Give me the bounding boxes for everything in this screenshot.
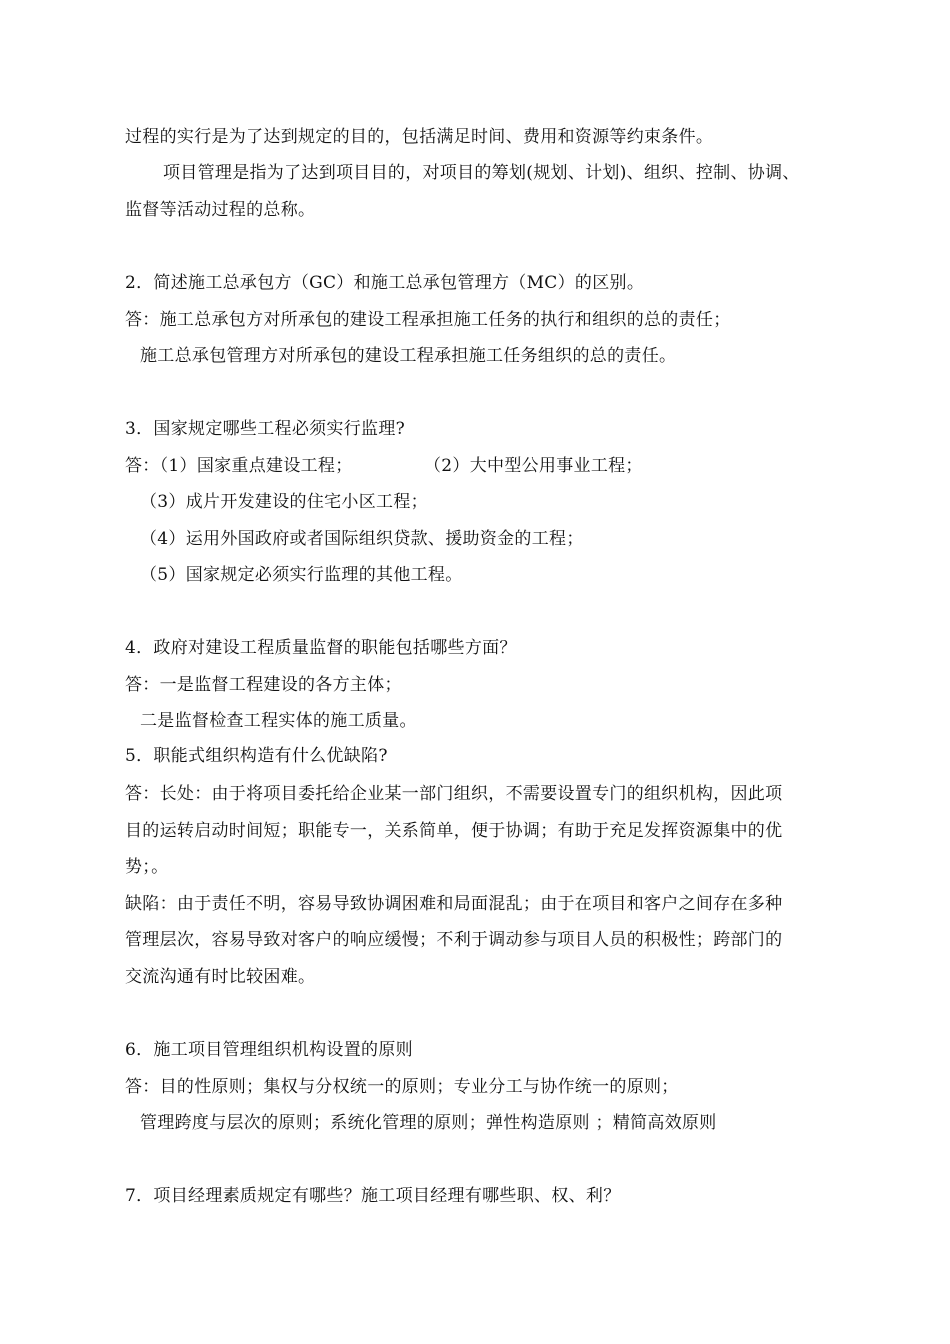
answer-line: 交流沟通有时比较困难。: [125, 967, 316, 987]
answer-line: 答：（1）国家重点建设工程；: [125, 456, 353, 476]
answer-line: 管理跨度与层次的原则；系统化管理的原则；弹性构造原则 ；精简高效原则: [140, 1113, 717, 1133]
answer-line: 二是监督检查工程实体的施工质量。: [140, 711, 417, 731]
answer-line: （2）大中型公用事业工程；: [424, 456, 643, 476]
paragraph-line: 项目管理是指为了达到项目目的，对项目的筹划(规划、计划)、组织、控制、协调、: [163, 163, 800, 183]
answer-line: 目的运转启动时间短；职能专一，关系简单，便于协调；有助于充足发挥资源集中的优: [125, 821, 783, 841]
question-2: 2．简述施工总承包方（GC）和施工总承包管理方（MC）的区别。: [125, 273, 645, 293]
question-7: 7．项目经理素质规定有哪些？施工项目经理有哪些职、权、利？: [125, 1186, 621, 1206]
question-3: 3．国家规定哪些工程必须实行监理?: [125, 419, 406, 439]
answer-line: （5）国家规定必须实行监理的其他工程。: [140, 565, 463, 585]
answer-line: 答：目的性原则；集权与分权统一的原则；专业分工与协作统一的原则；: [125, 1077, 679, 1097]
question-5: 5．职能式组织构造有什么优缺陷?: [125, 746, 388, 766]
answer-line: （3）成片开发建设的住宅小区工程；: [140, 492, 428, 512]
paragraph-line: 过程的实行是为了达到规定的目的，包括满足时间、费用和资源等约束条件。: [125, 127, 714, 147]
answer-line: 管理层次，容易导致对客户的响应缓慢；不利于调动参与项目人员的积极性；跨部门的: [125, 930, 783, 950]
answer-line: 答：一是监督工程建设的各方主体；: [125, 675, 402, 695]
answer-line: 缺陷：由于责任不明，容易导致协调困难和局面混乱；由于在项目和客户之间存在多种: [125, 894, 783, 914]
answer-line: 答：长处：由于将项目委托给企业某一部门组织，不需要设置专门的组织机构，因此项: [125, 784, 783, 804]
answer-line: 答：施工总承包方对所承包的建设工程承担施工任务的执行和组织的总的责任；: [125, 310, 731, 330]
answer-line: 势；。: [125, 857, 169, 877]
question-4: 4．政府对建设工程质量监督的职能包括哪些方面？: [125, 638, 517, 658]
answer-line: （4）运用外国政府或者国际组织贷款、援助资金的工程；: [140, 529, 584, 549]
paragraph-line: 监督等活动过程的总称。: [125, 200, 316, 220]
question-6: 6．施工项目管理组织机构设置的原则: [125, 1040, 413, 1060]
answer-line: 施工总承包管理方对所承包的建设工程承担施工任务组织的总的责任。: [140, 346, 677, 366]
